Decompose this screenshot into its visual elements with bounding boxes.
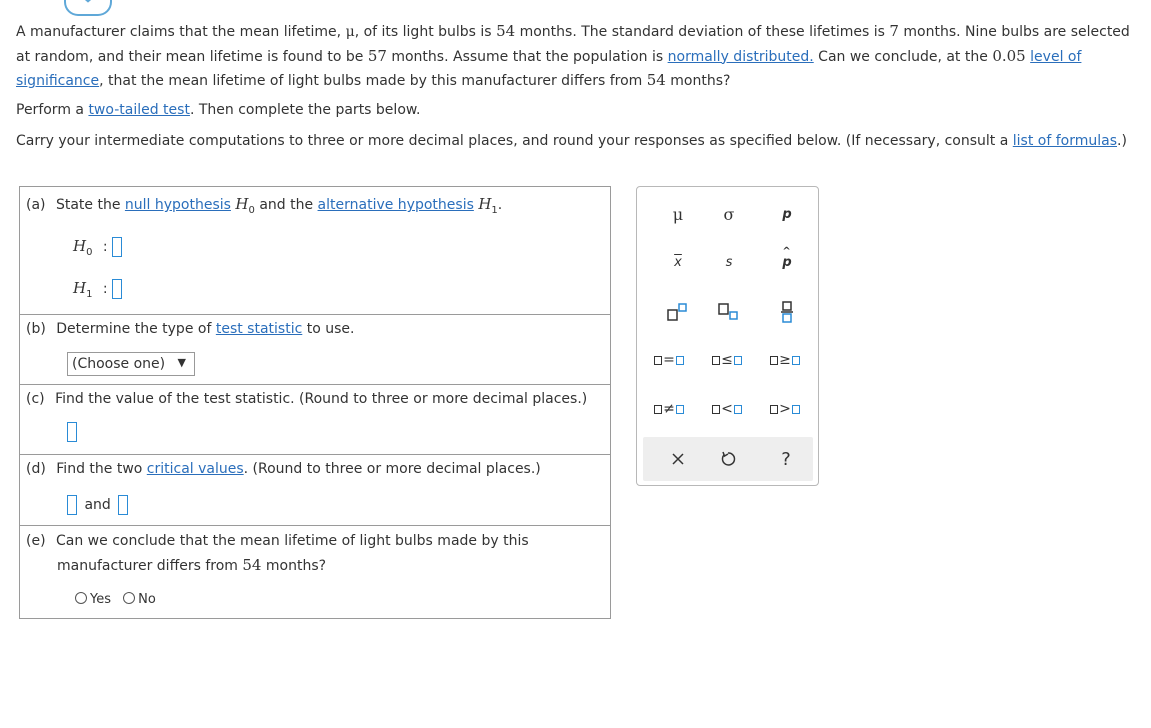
part-label: (d): [26, 461, 46, 477]
critical-value-2-input[interactable]: [118, 495, 128, 515]
part-c: [20, 385, 610, 455]
part-label: (b): [26, 321, 46, 337]
number: 54: [646, 71, 666, 89]
h0-subscript: 0: [86, 246, 93, 258]
text: months. Nine bulbs are selected at random, and their mean lifetime is found to be: [16, 24, 1130, 65]
colon: :: [102, 239, 108, 255]
radio-circle-icon: [75, 592, 87, 604]
link-normally-distributed[interactable]: normally distributed.: [667, 48, 814, 65]
h1-input[interactable]: [112, 279, 122, 299]
link-test-statistic[interactable]: test statistic: [215, 321, 303, 337]
text: A manufacturer claims that the mean lifetime,: [16, 24, 346, 40]
phat-button[interactable]: p ^: [782, 245, 792, 270]
test-statistic-input[interactable]: [67, 422, 77, 442]
test-statistic-select[interactable]: [67, 352, 195, 376]
equals-button[interactable]: [647, 345, 691, 375]
critical-value-1-input[interactable]: [67, 495, 77, 515]
part-label: (a): [26, 197, 46, 213]
colon: :: [102, 281, 108, 297]
xbar-button[interactable]: [656, 247, 700, 277]
mu-icon: μ: [672, 204, 684, 224]
text: Can we conclude that the mean lifetime of light bulbs made by this: [56, 533, 529, 549]
greater-equal-button[interactable]: [763, 345, 807, 375]
help-icon: ?: [781, 448, 791, 470]
not-equal-button[interactable]: [647, 394, 691, 424]
greater-than-icon: >: [779, 401, 791, 417]
h1-subscript: 1: [86, 288, 93, 300]
text: to use.: [302, 321, 355, 337]
less-than-button[interactable]: [705, 394, 749, 424]
superscript-button[interactable]: [656, 297, 700, 327]
collapse-chevron[interactable]: [64, 0, 112, 16]
text: . (Round to three or more decimal places.): [243, 461, 541, 477]
less-equal-icon: ≤: [721, 352, 733, 368]
problem-statement: [16, 20, 1141, 94]
text: manufacturer differs from: [57, 558, 243, 574]
part-b: [20, 315, 610, 385]
instruction-rounding: [16, 133, 1127, 149]
p-button[interactable]: [765, 199, 809, 229]
part-d: [20, 455, 610, 526]
select-value: (Choose one): [72, 356, 166, 372]
chevron-down-icon: [78, 0, 98, 4]
mu-button[interactable]: [656, 199, 700, 229]
link-level-of-significance[interactable]: level of significance: [16, 48, 1082, 89]
text: .): [1117, 133, 1127, 149]
greater-than-button[interactable]: [763, 394, 807, 424]
radio-circle-icon: [123, 592, 135, 604]
link-null-hypothesis[interactable]: null hypothesis: [124, 197, 231, 213]
clear-button[interactable]: [656, 444, 700, 474]
mu-symbol: μ: [345, 24, 355, 40]
link-critical-values[interactable]: critical values: [146, 461, 244, 477]
undo-button[interactable]: [706, 444, 750, 474]
text: , of its light bulbs is: [354, 24, 497, 40]
text: State the: [55, 197, 125, 213]
part-label: (e): [26, 533, 46, 549]
h0-label: H: [73, 237, 87, 255]
dropdown-arrow-icon: ▼: [177, 356, 186, 369]
text: and the: [254, 197, 318, 213]
s-button[interactable]: [707, 247, 751, 277]
link-two-tailed-test[interactable]: two-tailed test: [88, 102, 190, 118]
text: .: [497, 197, 503, 213]
h1-row: [73, 279, 122, 300]
text: . Then complete the parts below.: [189, 102, 421, 118]
number: 7: [889, 22, 899, 40]
text: , that the mean lifetime of light bulbs made by this manufacturer differs from: [99, 73, 647, 89]
instruction-two-tailed: [16, 102, 421, 118]
radio-yes-label: Yes: [90, 592, 111, 607]
xbar-icon: $\overline{x}$: [674, 254, 682, 270]
number: 54: [496, 22, 516, 40]
text: months. Assume that the population is: [386, 48, 668, 65]
h0-row: [73, 237, 122, 258]
radio-yes[interactable]: [75, 592, 111, 607]
link-list-of-formulas[interactable]: list of formulas: [1012, 133, 1118, 149]
phat-icon: p: [782, 254, 792, 270]
fraction-button[interactable]: [765, 297, 809, 327]
text: months?: [261, 558, 327, 574]
superscript-icon: [666, 302, 690, 322]
greater-equal-icon: ≥: [779, 352, 791, 368]
part-a: [20, 187, 610, 315]
answer-parts: [19, 186, 611, 619]
sigma-icon: σ: [723, 204, 735, 224]
radio-no-label: No: [138, 592, 156, 607]
equals-icon: =: [663, 352, 675, 368]
close-icon: [671, 452, 685, 466]
less-equal-button[interactable]: [705, 345, 749, 375]
h1-label: H: [73, 279, 87, 297]
part-e: [20, 526, 610, 619]
number: 0.05: [992, 46, 1026, 65]
text: Find the two: [56, 461, 147, 477]
text: months. The standard deviation of these lifetimes is: [515, 24, 890, 40]
help-button[interactable]: [764, 444, 808, 474]
h0-input[interactable]: [112, 237, 122, 257]
math-palette: [636, 186, 819, 486]
fraction-icon: [779, 300, 795, 324]
and-label: and: [84, 497, 111, 513]
palette-actions: [643, 437, 813, 481]
part-label: (c): [26, 391, 45, 407]
text: months?: [665, 73, 731, 89]
number: 57: [367, 46, 387, 65]
text: Perform a: [16, 102, 89, 118]
h1-subscript: 1: [491, 204, 498, 216]
less-than-icon: <: [721, 401, 733, 417]
h1-symbol: H: [478, 195, 492, 213]
radio-no[interactable]: [123, 592, 156, 607]
s-icon: s: [725, 254, 733, 270]
number: 54: [242, 556, 262, 574]
subscript-button[interactable]: [707, 297, 751, 327]
link-alternative-hypothesis[interactable]: alternative hypothesis: [317, 197, 474, 213]
h0-subscript: 0: [248, 204, 255, 216]
text: Can we conclude, at the: [813, 48, 993, 65]
text: Determine the type of: [56, 321, 216, 337]
sigma-button[interactable]: [707, 199, 751, 229]
subscript-icon: [717, 302, 741, 322]
p-icon: p: [782, 206, 792, 222]
not-equal-icon: ≠: [663, 401, 675, 417]
text: Carry your intermediate computations to three or more decimal places, and round your responses as specified below. (If necessary, consult a: [16, 133, 1013, 149]
undo-icon: [720, 451, 736, 467]
h0-symbol: H: [235, 195, 249, 213]
text: Find the value of the test statistic. (Round to three or more decimal places.): [55, 391, 588, 407]
